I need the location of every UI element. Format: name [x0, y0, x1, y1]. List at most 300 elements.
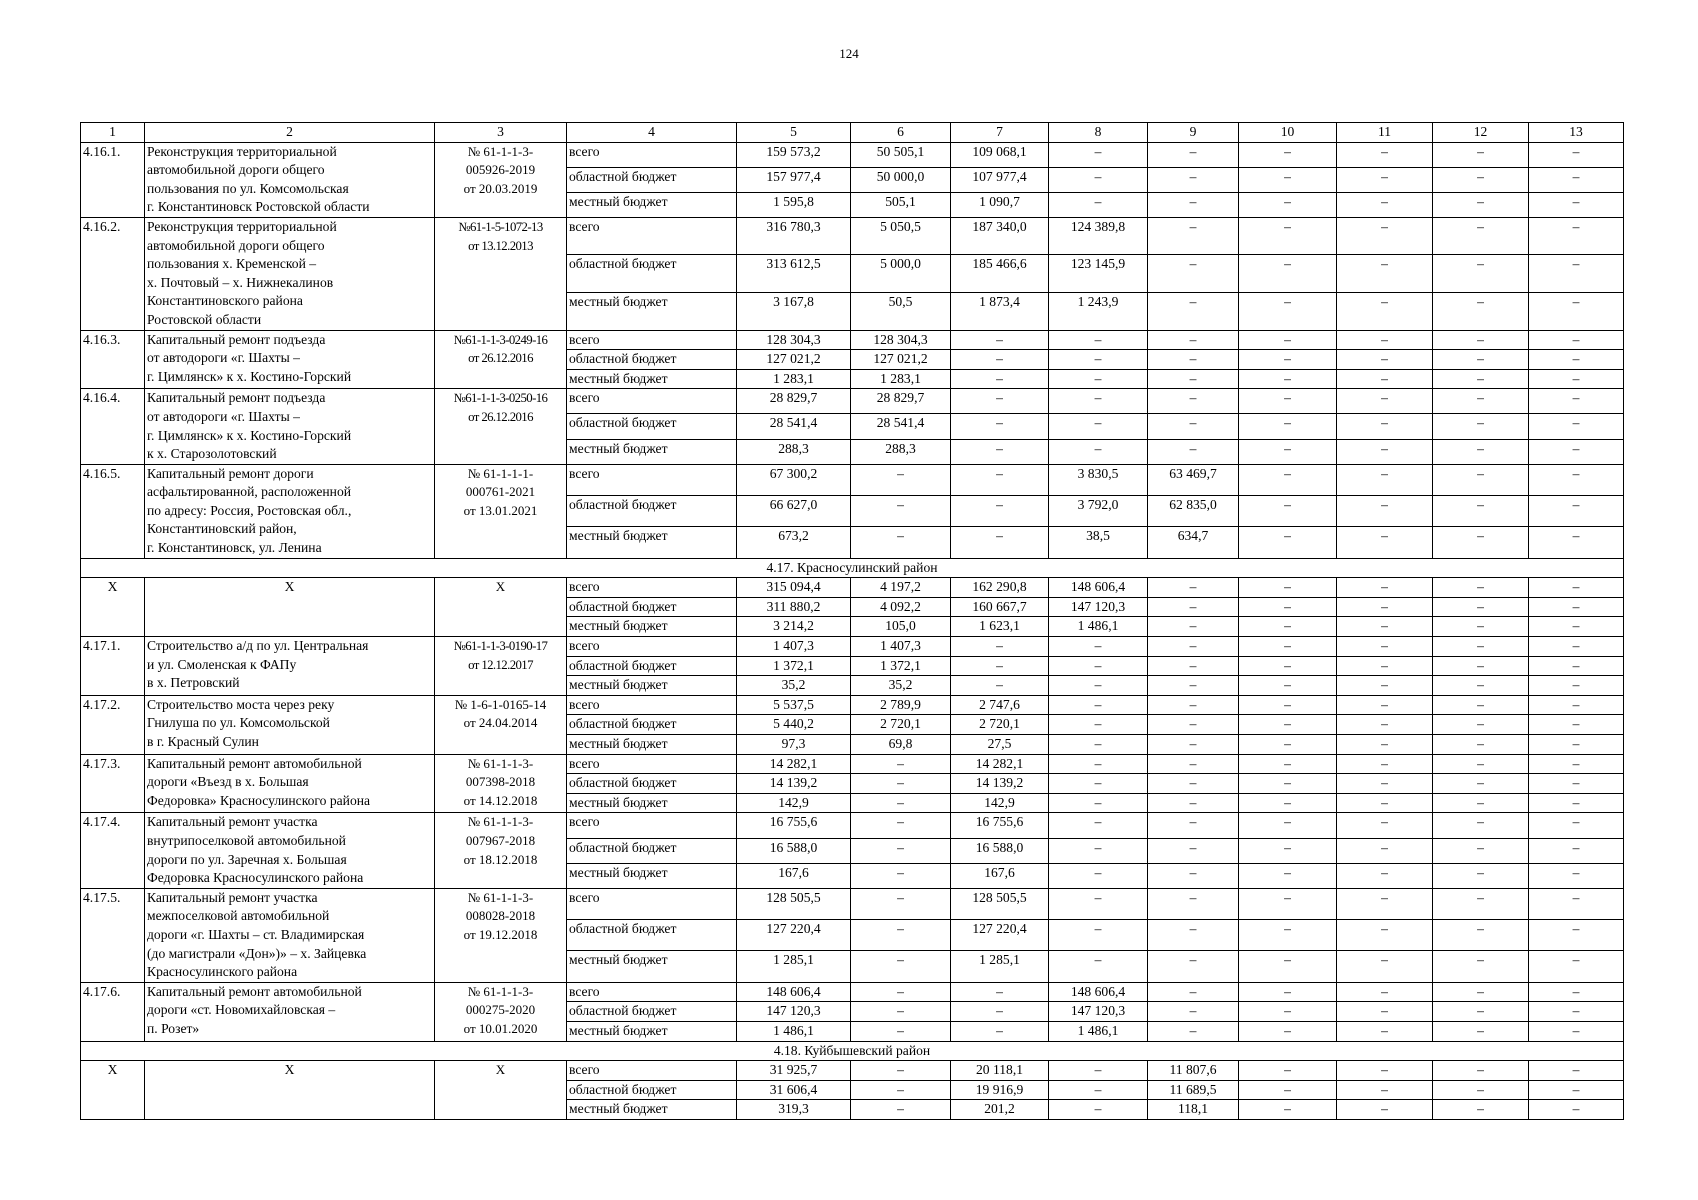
funding-source: областной бюджет — [567, 597, 737, 617]
funding-source: областной бюджет — [567, 1080, 737, 1100]
empty-value: – — [1433, 330, 1529, 350]
empty-value: – — [1337, 369, 1433, 389]
empty-value: – — [1337, 255, 1433, 293]
empty-value: – — [1337, 951, 1433, 982]
empty-value: – — [1529, 1002, 1624, 1022]
amount-value: 148 606,4 — [737, 982, 851, 1002]
item-document: № 1-6-1-0165-14 от 24.04.2014 — [435, 695, 567, 754]
amount-value: 19 916,9 — [951, 1080, 1049, 1100]
empty-value: – — [1433, 863, 1529, 888]
empty-value: – — [1337, 1021, 1433, 1041]
empty-value: – — [1433, 888, 1529, 919]
empty-value: – — [1239, 192, 1337, 217]
item-name: Капитальный ремонт участка внутрипоселковой автомобильной дороги по ул. Заречная х. Большая Федоровка Красносулинского района — [145, 813, 435, 888]
empty-value: – — [1239, 888, 1337, 919]
empty-value: – — [1529, 255, 1624, 293]
table-row — [81, 813, 1624, 838]
funding-source: областной бюджет — [567, 715, 737, 735]
amount-value: 167,6 — [737, 863, 851, 888]
empty-value: – — [1239, 578, 1337, 598]
item-name: Капитальный ремонт дороги асфальтированной, расположенной по адресу: Россия, Ростовская обл., Константиновский район, г. Константиновск, ул. Ленина — [145, 464, 435, 558]
amount-value: 5 537,5 — [737, 695, 851, 715]
empty-value: – — [1239, 464, 1337, 495]
amount-value: 69,8 — [851, 735, 951, 755]
empty-value: – — [1529, 656, 1624, 676]
empty-value: – — [1529, 142, 1624, 167]
header-row — [81, 123, 1624, 143]
item-number: Х — [81, 1061, 145, 1120]
empty-value: – — [1239, 813, 1337, 838]
empty-value: – — [1433, 754, 1529, 774]
item-number: 4.17.4. — [81, 813, 145, 888]
amount-value: 127 021,2 — [737, 350, 851, 370]
empty-value: – — [951, 464, 1049, 495]
empty-value: – — [1239, 793, 1337, 813]
amount-value: 16 588,0 — [737, 838, 851, 863]
funding-source: всего — [567, 578, 737, 598]
empty-value: – — [1148, 167, 1239, 192]
empty-value: – — [1337, 578, 1433, 598]
amount-value: 147 120,3 — [1049, 597, 1148, 617]
empty-value: – — [1148, 676, 1239, 696]
empty-value: – — [1148, 656, 1239, 676]
empty-value: – — [1049, 774, 1148, 794]
empty-value: – — [1529, 597, 1624, 617]
empty-value: – — [1529, 389, 1624, 414]
empty-value: – — [1239, 695, 1337, 715]
item-document: № 61-1-1-1- 000761-2021 от 13.01.2021 — [435, 464, 567, 558]
empty-value: – — [1433, 1100, 1529, 1120]
empty-value: – — [1433, 414, 1529, 439]
empty-value: – — [1337, 1080, 1433, 1100]
empty-value: – — [1239, 656, 1337, 676]
amount-value: 38,5 — [1049, 527, 1148, 558]
empty-value: – — [1239, 369, 1337, 389]
funding-source: местный бюджет — [567, 951, 737, 982]
amount-value: 159 573,2 — [737, 142, 851, 167]
column-header: 1 — [81, 123, 145, 143]
amount-value: 316 780,3 — [737, 217, 851, 255]
column-header: 6 — [851, 123, 951, 143]
funding-source: областной бюджет — [567, 255, 737, 293]
funding-source: областной бюджет — [567, 838, 737, 863]
empty-value: – — [1529, 1061, 1624, 1081]
empty-value: – — [1148, 192, 1239, 217]
column-header: 9 — [1148, 123, 1239, 143]
empty-value: – — [1049, 1080, 1148, 1100]
amount-value: 167,6 — [951, 863, 1049, 888]
empty-value: – — [1433, 350, 1529, 370]
empty-value: – — [1433, 293, 1529, 331]
item-document: №61-1-5-1072-13 от 13.12.2013 — [435, 217, 567, 330]
empty-value: – — [1239, 920, 1337, 951]
empty-value: – — [1148, 838, 1239, 863]
amount-value: 315 094,4 — [737, 578, 851, 598]
item-number: 4.17.2. — [81, 695, 145, 754]
table-row — [81, 695, 1624, 715]
funding-source: местный бюджет — [567, 793, 737, 813]
empty-value: – — [1239, 754, 1337, 774]
empty-value: – — [1148, 617, 1239, 637]
empty-value: – — [1049, 676, 1148, 696]
amount-value: 3 214,2 — [737, 617, 851, 637]
empty-value: – — [1529, 715, 1624, 735]
item-document: № 61-1-1-3- 007398-2018 от 14.12.2018 — [435, 754, 567, 813]
empty-value: – — [851, 464, 951, 495]
empty-value: – — [1239, 293, 1337, 331]
empty-value: – — [1337, 920, 1433, 951]
empty-value: – — [1148, 888, 1239, 919]
empty-value: – — [1049, 142, 1148, 167]
item-document: №61-1-1-3-0190-17 от 12.12.2017 — [435, 637, 567, 696]
amount-value: 11 807,6 — [1148, 1061, 1239, 1081]
empty-value: – — [1049, 414, 1148, 439]
empty-value: – — [1239, 255, 1337, 293]
amount-value: 66 627,0 — [737, 496, 851, 527]
column-header: 10 — [1239, 123, 1337, 143]
empty-value: – — [1337, 863, 1433, 888]
item-name: Капитальный ремонт участка межпоселковой автомобильной дороги «г. Шахты – ст. Владимирская (до магистрали «Дон»)» – х. Зайцевка Красносулинского района — [145, 888, 435, 982]
amount-value: 1 407,3 — [851, 637, 951, 657]
empty-value: – — [1239, 496, 1337, 527]
amount-value: 5 050,5 — [851, 217, 951, 255]
amount-value: 187 340,0 — [951, 217, 1049, 255]
empty-value: – — [1239, 735, 1337, 755]
item-name: Строительство а/д по ул. Центральная и ул. Смоленская к ФАПу в х. Петровский — [145, 637, 435, 696]
empty-value: – — [851, 793, 951, 813]
table-row — [81, 1061, 1624, 1081]
amount-value: 11 689,5 — [1148, 1080, 1239, 1100]
item-name: Капитальный ремонт подъезда от автодороги «г. Шахты – г. Цимлянск» к х. Костино-Горский — [145, 330, 435, 389]
column-header: 2 — [145, 123, 435, 143]
empty-value: – — [1529, 793, 1624, 813]
empty-value: – — [1148, 735, 1239, 755]
amount-value: 35,2 — [737, 676, 851, 696]
empty-value: – — [851, 920, 951, 951]
empty-value: – — [851, 1021, 951, 1041]
empty-value: – — [1337, 142, 1433, 167]
empty-value: – — [1337, 715, 1433, 735]
amount-value: 1 486,1 — [1049, 617, 1148, 637]
amount-value: 1 285,1 — [737, 951, 851, 982]
section-row — [81, 1041, 1624, 1061]
empty-value: – — [851, 863, 951, 888]
amount-value: 3 830,5 — [1049, 464, 1148, 495]
empty-value: – — [1529, 838, 1624, 863]
empty-value: – — [851, 1080, 951, 1100]
item-number: 4.16.3. — [81, 330, 145, 389]
empty-value: – — [1337, 813, 1433, 838]
empty-value: – — [1529, 1100, 1624, 1120]
empty-value: – — [951, 637, 1049, 657]
empty-value: – — [1337, 754, 1433, 774]
amount-value: 3 792,0 — [1049, 496, 1148, 527]
amount-value: 4 197,2 — [851, 578, 951, 598]
empty-value: – — [1337, 617, 1433, 637]
amount-value: 50 000,0 — [851, 167, 951, 192]
empty-value: – — [951, 527, 1049, 558]
item-document: Х — [435, 1061, 567, 1120]
amount-value: 311 880,2 — [737, 597, 851, 617]
empty-value: – — [1148, 813, 1239, 838]
funding-source: областной бюджет — [567, 414, 737, 439]
empty-value: – — [1529, 167, 1624, 192]
table-row — [81, 142, 1624, 167]
amount-value: 1 372,1 — [737, 656, 851, 676]
amount-value: 14 282,1 — [951, 754, 1049, 774]
column-header: 7 — [951, 123, 1049, 143]
funding-source: областной бюджет — [567, 656, 737, 676]
amount-value: 1 285,1 — [951, 951, 1049, 982]
amount-value: 28 829,7 — [851, 389, 951, 414]
empty-value: – — [1529, 920, 1624, 951]
empty-value: – — [1529, 1021, 1624, 1041]
empty-value: – — [1529, 330, 1624, 350]
empty-value: – — [1239, 637, 1337, 657]
empty-value: – — [851, 1002, 951, 1022]
amount-value: 673,2 — [737, 527, 851, 558]
empty-value: – — [1337, 217, 1433, 255]
empty-value: – — [1433, 793, 1529, 813]
amount-value: 185 466,6 — [951, 255, 1049, 293]
empty-value: – — [1529, 735, 1624, 755]
empty-value: – — [1433, 578, 1529, 598]
empty-value: – — [1433, 715, 1529, 735]
empty-value: – — [1337, 774, 1433, 794]
amount-value: 128 304,3 — [851, 330, 951, 350]
item-document: № 61-1-1-3- 008028-2018 от 19.12.2018 — [435, 888, 567, 982]
item-number: 4.17.5. — [81, 888, 145, 982]
amount-value: 2 747,6 — [951, 695, 1049, 715]
empty-value: – — [1049, 813, 1148, 838]
column-header: 13 — [1529, 123, 1624, 143]
empty-value: – — [851, 496, 951, 527]
empty-value: – — [1529, 637, 1624, 657]
funding-source: областной бюджет — [567, 167, 737, 192]
empty-value: – — [1239, 774, 1337, 794]
amount-value: 634,7 — [1148, 527, 1239, 558]
empty-value: – — [1239, 1002, 1337, 1022]
empty-value: – — [1049, 1100, 1148, 1120]
empty-value: – — [951, 1021, 1049, 1041]
item-document: №61-1-1-3-0250-16 от 26.12.2016 — [435, 389, 567, 464]
empty-value: – — [1049, 715, 1148, 735]
empty-value: – — [951, 350, 1049, 370]
amount-value: 28 541,4 — [851, 414, 951, 439]
amount-value: 16 755,6 — [951, 813, 1049, 838]
empty-value: – — [1239, 1100, 1337, 1120]
amount-value: 2 720,1 — [851, 715, 951, 735]
empty-value: – — [1337, 982, 1433, 1002]
empty-value: – — [951, 496, 1049, 527]
column-header: 4 — [567, 123, 737, 143]
amount-value: 1 283,1 — [851, 369, 951, 389]
empty-value: – — [1049, 330, 1148, 350]
empty-value: – — [1239, 676, 1337, 696]
funding-source: областной бюджет — [567, 496, 737, 527]
empty-value: – — [1529, 369, 1624, 389]
item-number: 4.17.3. — [81, 754, 145, 813]
empty-value: – — [1049, 735, 1148, 755]
empty-value: – — [1433, 813, 1529, 838]
empty-value: – — [1148, 578, 1239, 598]
column-header: 12 — [1433, 123, 1529, 143]
table-row — [81, 578, 1624, 598]
empty-value: – — [1148, 142, 1239, 167]
empty-value: – — [1049, 369, 1148, 389]
amount-value: 162 290,8 — [951, 578, 1049, 598]
empty-value: – — [1433, 389, 1529, 414]
amount-value: 142,9 — [737, 793, 851, 813]
empty-value: – — [951, 656, 1049, 676]
empty-value: – — [1529, 350, 1624, 370]
empty-value: – — [1433, 369, 1529, 389]
amount-value: 147 120,3 — [737, 1002, 851, 1022]
empty-value: – — [851, 982, 951, 1002]
empty-value: – — [1433, 838, 1529, 863]
empty-value: – — [1148, 920, 1239, 951]
table-body — [81, 123, 1624, 1120]
column-header: 3 — [435, 123, 567, 143]
empty-value: – — [1433, 1021, 1529, 1041]
empty-value: – — [1529, 293, 1624, 331]
empty-value: – — [1239, 389, 1337, 414]
amount-value: 63 469,7 — [1148, 464, 1239, 495]
empty-value: – — [1049, 389, 1148, 414]
empty-value: – — [1239, 439, 1337, 464]
item-number: 4.17.6. — [81, 982, 145, 1041]
empty-value: – — [1337, 656, 1433, 676]
empty-value: – — [1337, 838, 1433, 863]
empty-value: – — [1148, 597, 1239, 617]
empty-value: – — [1433, 142, 1529, 167]
amount-value: 1 486,1 — [737, 1021, 851, 1041]
empty-value: – — [1337, 439, 1433, 464]
funding-source: местный бюджет — [567, 369, 737, 389]
item-number: 4.16.1. — [81, 142, 145, 217]
empty-value: – — [1529, 982, 1624, 1002]
empty-value: – — [1433, 597, 1529, 617]
amount-value: 14 139,2 — [737, 774, 851, 794]
empty-value: – — [851, 527, 951, 558]
empty-value: – — [1148, 951, 1239, 982]
empty-value: – — [1529, 527, 1624, 558]
amount-value: 148 606,4 — [1049, 982, 1148, 1002]
empty-value: – — [1529, 951, 1624, 982]
table-row — [81, 754, 1624, 774]
empty-value: – — [1529, 217, 1624, 255]
item-name: Х — [145, 578, 435, 637]
amount-value: 1 372,1 — [851, 656, 951, 676]
amount-value: 14 282,1 — [737, 754, 851, 774]
empty-value: – — [951, 369, 1049, 389]
empty-value: – — [1049, 793, 1148, 813]
funding-source: всего — [567, 464, 737, 495]
empty-value: – — [1049, 920, 1148, 951]
empty-value: – — [1433, 695, 1529, 715]
amount-value: 142,9 — [951, 793, 1049, 813]
section-title: 4.18. Куйбышевский район — [81, 1041, 1624, 1061]
item-name: Строительство моста через реку Гнилуша по ул. Комсомольской в г. Красный Сулин — [145, 695, 435, 754]
section-title: 4.17. Красносулинский район — [81, 558, 1624, 578]
empty-value: – — [1239, 1080, 1337, 1100]
funding-source: всего — [567, 888, 737, 919]
page-number: 124 — [839, 46, 859, 61]
empty-value: – — [851, 1100, 951, 1120]
empty-value: – — [1049, 1061, 1148, 1081]
amount-value: 157 977,4 — [737, 167, 851, 192]
empty-value: – — [1148, 754, 1239, 774]
empty-value: – — [1239, 167, 1337, 192]
empty-value: – — [1529, 414, 1624, 439]
funding-source: всего — [567, 982, 737, 1002]
item-name: Реконструкция территориальной автомобильной дороги общего пользования х. Кременской – х. Почтовый – х. Нижнекалинов Константиновского района Ростовской области — [145, 217, 435, 330]
empty-value: – — [1529, 774, 1624, 794]
empty-value: – — [951, 414, 1049, 439]
empty-value: – — [1433, 192, 1529, 217]
empty-value: – — [1337, 637, 1433, 657]
amount-value: 67 300,2 — [737, 464, 851, 495]
empty-value: – — [1433, 676, 1529, 696]
amount-value: 20 118,1 — [951, 1061, 1049, 1081]
funding-source: местный бюджет — [567, 527, 737, 558]
funding-source: местный бюджет — [567, 293, 737, 331]
amount-value: 16 588,0 — [951, 838, 1049, 863]
empty-value: – — [1239, 527, 1337, 558]
amount-value: 107 977,4 — [951, 167, 1049, 192]
item-document: Х — [435, 578, 567, 637]
amount-value: 319,3 — [737, 1100, 851, 1120]
empty-value: – — [1337, 695, 1433, 715]
funding-source: областной бюджет — [567, 350, 737, 370]
column-header: 5 — [737, 123, 851, 143]
empty-value: – — [1239, 1021, 1337, 1041]
empty-value: – — [1239, 142, 1337, 167]
empty-value: – — [1529, 192, 1624, 217]
amount-value: 288,3 — [737, 439, 851, 464]
funding-source: всего — [567, 1061, 737, 1081]
funding-source: всего — [567, 389, 737, 414]
empty-value: – — [1049, 439, 1148, 464]
empty-value: – — [1049, 838, 1148, 863]
funding-source: всего — [567, 754, 737, 774]
budget-table — [80, 122, 1624, 1120]
funding-source: областной бюджет — [567, 920, 737, 951]
empty-value: – — [1049, 695, 1148, 715]
amount-value: 127 021,2 — [851, 350, 951, 370]
empty-value: – — [1529, 464, 1624, 495]
empty-value: – — [1337, 1061, 1433, 1081]
empty-value: – — [1433, 439, 1529, 464]
empty-value: – — [1049, 192, 1148, 217]
funding-source: областной бюджет — [567, 774, 737, 794]
empty-value: – — [1148, 793, 1239, 813]
empty-value: – — [1148, 217, 1239, 255]
empty-value: – — [1239, 838, 1337, 863]
empty-value: – — [1529, 617, 1624, 637]
amount-value: 124 389,8 — [1049, 217, 1148, 255]
funding-source: местный бюджет — [567, 439, 737, 464]
empty-value: – — [1148, 414, 1239, 439]
amount-value: 1 873,4 — [951, 293, 1049, 331]
empty-value: – — [1529, 439, 1624, 464]
item-document: № 61-1-1-3- 005926-2019 от 20.03.2019 — [435, 142, 567, 217]
amount-value: 123 145,9 — [1049, 255, 1148, 293]
empty-value: – — [1148, 774, 1239, 794]
funding-source: местный бюджет — [567, 617, 737, 637]
empty-value: – — [1433, 951, 1529, 982]
table-row — [81, 464, 1624, 495]
